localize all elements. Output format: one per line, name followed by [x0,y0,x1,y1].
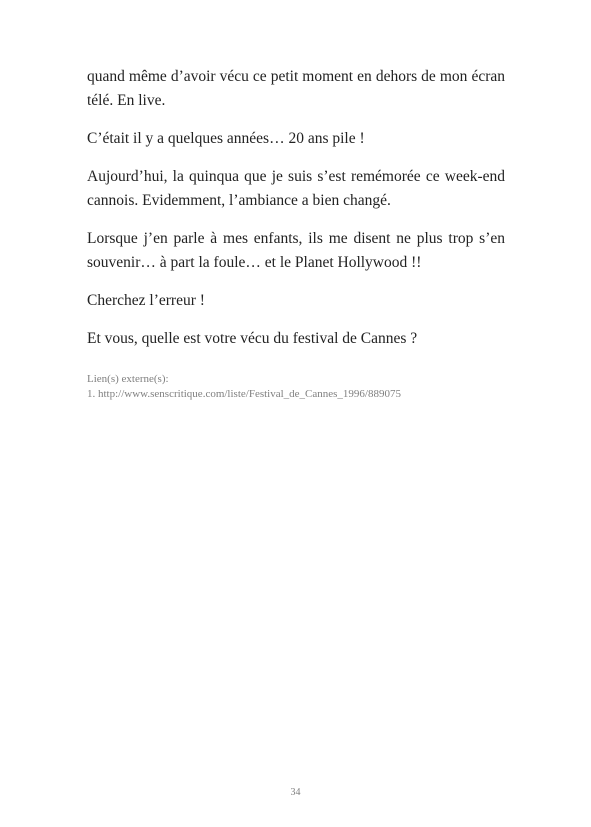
page-number: 34 [290,787,301,798]
paragraph: Et vous, quelle est votre vécu du festival de Cannes ? [87,330,418,347]
paragraph: C’était il y a quelques années… 20 ans pile ! [87,130,365,147]
paragraph: Cherchez l’erreur ! [87,292,205,309]
paragraph: Aujourd’hui, la quinqua que je suis s’est remémorée ce week-end cannois. Evidemment, l’ambiance a bien changé. [87,168,505,209]
external-links-heading: Lien(s) externe(s): [87,373,169,385]
body-text [87,65,505,365]
paragraph: Lorsque j’en parle à mes enfants, ils me disent ne plus trop s’en souvenir… à part la foule… et le Planet Hollywood !! [87,230,505,271]
external-links [87,372,507,402]
paragraph: quand même d’avoir vécu ce petit moment en dehors de mon écran télé. En live. [87,68,505,109]
external-link-item[interactable]: 1. http://www.senscritique.com/liste/Festival_de_Cannes_1996/889075 [87,388,401,400]
